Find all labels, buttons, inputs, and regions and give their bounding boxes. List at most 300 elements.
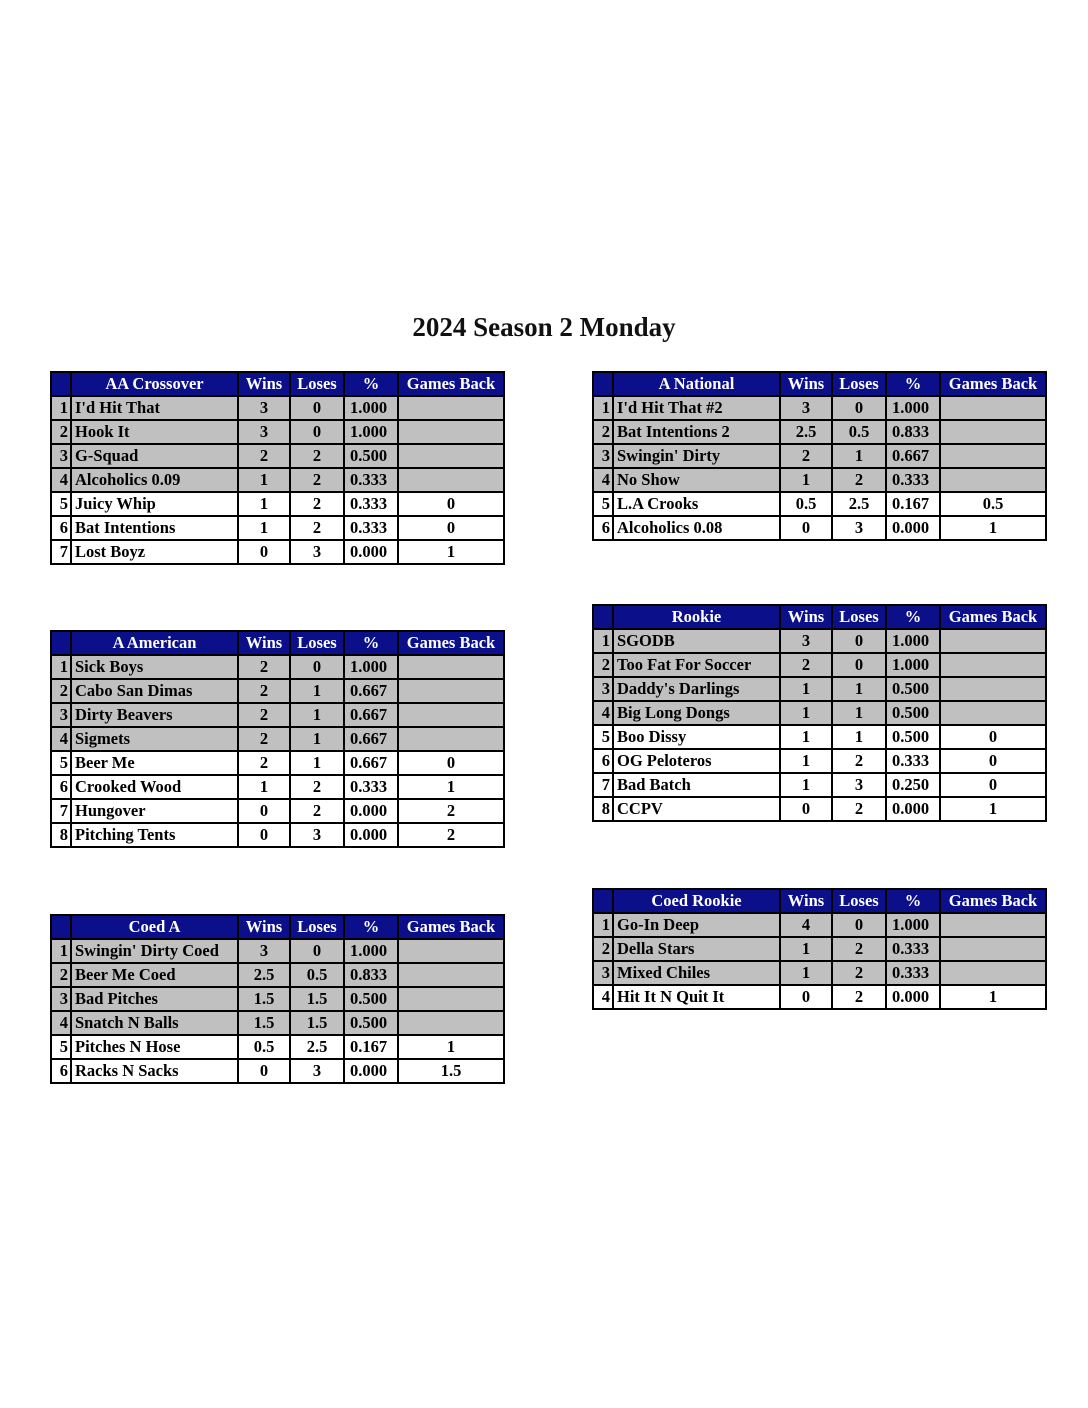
loses-cell: 0.5 [832,420,886,444]
games-back-cell: 2 [398,823,504,847]
rank-cell: 1 [51,655,71,679]
pct-cell: 1.000 [886,629,940,653]
loses-cell: 1 [290,727,344,751]
games-back-cell: 0 [398,516,504,540]
table-row [51,492,504,516]
games-back-cell: 0 [940,749,1046,773]
loses-cell: 1 [290,679,344,703]
standings-table-coed-rookie [592,888,1047,1010]
team-name-cell: Bad Batch [613,773,780,797]
rank-cell: 3 [593,444,613,468]
pct-cell: 0.000 [886,985,940,1009]
header-corner [51,372,71,396]
pct-cell: 0.833 [886,420,940,444]
team-name-cell: Bat Intentions [71,516,238,540]
team-name-cell: Bat Intentions 2 [613,420,780,444]
page-title: 2024 Season 2 Monday [412,312,676,342]
loses-cell: 2 [290,799,344,823]
team-name-cell: Racks N Sacks [71,1059,238,1083]
team-name-cell: Hungover [71,799,238,823]
rank-cell: 2 [51,679,71,703]
loses-cell: 1 [832,701,886,725]
games-back-cell [940,937,1046,961]
pct-cell: 0.000 [344,1059,398,1083]
loses-cell: 0.5 [290,963,344,987]
pct-cell: 1.000 [886,653,940,677]
pct-cell: 0.667 [344,727,398,751]
rank-cell: 5 [51,492,71,516]
team-name-cell: Sigmets [71,727,238,751]
loses-cell: 2 [832,749,886,773]
games-back-cell: 1 [398,540,504,564]
rank-cell: 5 [593,725,613,749]
wins-cell: 1 [780,468,832,492]
standings-table-a-american [50,630,505,848]
rank-cell: 6 [593,516,613,540]
table-row [51,516,504,540]
table-row [51,1059,504,1083]
loses-cell: 1 [290,751,344,775]
team-name-cell: Dirty Beavers [71,703,238,727]
loses-cell: 1 [832,444,886,468]
header-loses: Loses [290,631,344,655]
wins-cell: 0.5 [780,492,832,516]
header-games-back: Games Back [940,605,1046,629]
table-row [593,913,1046,937]
pct-cell: 0.000 [344,823,398,847]
rank-cell: 4 [593,468,613,492]
loses-cell: 1 [832,725,886,749]
games-back-cell [940,420,1046,444]
games-back-cell [940,629,1046,653]
loses-cell: 1 [290,703,344,727]
pct-cell: 0.333 [886,961,940,985]
team-name-cell: Hook It [71,420,238,444]
header-pct: % [344,372,398,396]
games-back-cell: 1 [398,1035,504,1059]
standings-table-coed-a [50,914,505,1084]
table-row [51,963,504,987]
header-loses: Loses [832,889,886,913]
wins-cell: 4 [780,913,832,937]
table-row [593,516,1046,540]
pct-cell: 0.000 [886,516,940,540]
team-name-cell: L.A Crooks [613,492,780,516]
team-name-cell: Sick Boys [71,655,238,679]
table-row [593,677,1046,701]
pct-cell: 0.500 [344,444,398,468]
rank-cell: 3 [593,677,613,701]
table-row [51,396,504,420]
rank-cell: 4 [593,701,613,725]
wins-cell: 1 [238,775,290,799]
loses-cell: 3 [290,823,344,847]
team-name-cell: I'd Hit That [71,396,238,420]
team-name-cell: Beer Me [71,751,238,775]
pct-cell: 0.000 [344,799,398,823]
team-name-cell: Cabo San Dimas [71,679,238,703]
games-back-cell [940,444,1046,468]
team-name-cell: Bad Pitches [71,987,238,1011]
pct-cell: 0.667 [344,679,398,703]
rank-cell: 7 [51,799,71,823]
wins-cell: 2 [238,655,290,679]
rank-cell: 4 [51,468,71,492]
rank-cell: 6 [51,516,71,540]
table-row [593,444,1046,468]
table-row [51,679,504,703]
games-back-cell [940,468,1046,492]
header-loses: Loses [832,372,886,396]
table-row [51,823,504,847]
pct-cell: 0.250 [886,773,940,797]
games-back-cell [940,653,1046,677]
games-back-cell: 1.5 [398,1059,504,1083]
pct-cell: 1.000 [344,420,398,444]
pct-cell: 0.500 [344,987,398,1011]
table-row [51,703,504,727]
wins-cell: 1 [238,468,290,492]
wins-cell: 0 [238,540,290,564]
wins-cell: 1 [238,492,290,516]
rank-cell: 5 [593,492,613,516]
pct-cell: 0.167 [344,1035,398,1059]
table-row [593,653,1046,677]
table-row [593,492,1046,516]
pct-cell: 0.667 [886,444,940,468]
pct-cell: 0.500 [886,725,940,749]
team-name-cell: OG Peloteros [613,749,780,773]
standings-table-a-national [592,371,1047,541]
wins-cell: 0.5 [238,1035,290,1059]
rank-cell: 2 [593,937,613,961]
loses-cell: 3 [290,540,344,564]
games-back-cell [398,1011,504,1035]
games-back-cell: 0 [940,725,1046,749]
pct-cell: 0.333 [344,775,398,799]
wins-cell: 1 [780,961,832,985]
rank-cell: 2 [51,420,71,444]
table-row [593,749,1046,773]
loses-cell: 2 [832,468,886,492]
rank-cell: 8 [51,823,71,847]
wins-cell: 2.5 [238,963,290,987]
team-name-cell: I'd Hit That #2 [613,396,780,420]
loses-cell: 0 [290,939,344,963]
pct-cell: 0.333 [886,468,940,492]
header-games-back: Games Back [940,889,1046,913]
table-row [593,797,1046,821]
games-back-cell: 2 [398,799,504,823]
pct-cell: 1.000 [344,396,398,420]
rank-cell: 2 [51,963,71,987]
table-row [51,727,504,751]
header-wins: Wins [780,605,832,629]
rank-cell: 1 [593,629,613,653]
table-row [593,468,1046,492]
team-name-cell: Hit It N Quit It [613,985,780,1009]
table-row [593,701,1046,725]
table-row [593,725,1046,749]
loses-cell: 2.5 [832,492,886,516]
loses-cell: 0 [290,655,344,679]
header-wins: Wins [780,372,832,396]
table-row [51,751,504,775]
wins-cell: 0 [238,823,290,847]
pct-cell: 0.000 [886,797,940,821]
loses-cell: 2.5 [290,1035,344,1059]
rank-cell: 1 [51,396,71,420]
wins-cell: 0 [780,516,832,540]
header-corner [593,372,613,396]
header-games-back: Games Back [398,915,504,939]
pct-cell: 0.667 [344,751,398,775]
rank-cell: 7 [593,773,613,797]
standings-table-rookie [592,604,1047,822]
team-name-cell: SGODB [613,629,780,653]
rank-cell: 6 [593,749,613,773]
pct-cell: 0.500 [886,701,940,725]
table-row [51,420,504,444]
loses-cell: 1.5 [290,987,344,1011]
rank-cell: 8 [593,797,613,821]
games-back-cell [398,444,504,468]
games-back-cell [940,701,1046,725]
team-name-cell: Swingin' Dirty Coed [71,939,238,963]
wins-cell: 2 [780,444,832,468]
team-name-cell: Alcoholics 0.08 [613,516,780,540]
pct-cell: 0.333 [886,937,940,961]
loses-cell: 2 [290,444,344,468]
rank-cell: 1 [593,913,613,937]
wins-cell: 1 [780,773,832,797]
pct-cell: 0.667 [344,703,398,727]
wins-cell: 0 [780,797,832,821]
rank-cell: 4 [51,1011,71,1035]
rank-cell: 2 [593,653,613,677]
games-back-cell: 0.5 [940,492,1046,516]
loses-cell: 0 [290,396,344,420]
games-back-cell [398,727,504,751]
standings-table-aa-crossover [50,371,505,565]
wins-cell: 1 [780,725,832,749]
loses-cell: 1 [832,677,886,701]
table-row [593,396,1046,420]
games-back-cell [398,963,504,987]
games-back-cell [398,468,504,492]
team-name-cell: Boo Dissy [613,725,780,749]
header-loses: Loses [290,915,344,939]
rank-cell: 6 [51,775,71,799]
rank-cell: 3 [51,987,71,1011]
loses-cell: 3 [290,1059,344,1083]
header-row [51,631,504,655]
loses-cell: 2 [832,985,886,1009]
wins-cell: 2 [238,727,290,751]
table-row [593,629,1046,653]
games-back-cell [398,703,504,727]
header-row [593,889,1046,913]
team-name-cell: G-Squad [71,444,238,468]
header-row [51,372,504,396]
header-loses: Loses [832,605,886,629]
games-back-cell [398,987,504,1011]
wins-cell: 2 [780,653,832,677]
pct-cell: 1.000 [886,913,940,937]
rank-cell: 3 [51,444,71,468]
wins-cell: 3 [238,396,290,420]
games-back-cell [940,913,1046,937]
table-row [51,468,504,492]
wins-cell: 3 [238,939,290,963]
wins-cell: 1 [780,749,832,773]
team-name-cell: Too Fat For Soccer [613,653,780,677]
wins-cell: 0 [238,1059,290,1083]
pct-cell: 0.500 [344,1011,398,1035]
header-games-back: Games Back [398,372,504,396]
team-name-cell: Crooked Wood [71,775,238,799]
team-name-cell: Mixed Chiles [613,961,780,985]
division-name: AA Crossover [71,372,238,396]
header-pct: % [886,605,940,629]
rank-cell: 3 [593,961,613,985]
table-row [51,444,504,468]
team-name-cell: Swingin' Dirty [613,444,780,468]
games-back-cell: 1 [940,985,1046,1009]
wins-cell: 1 [780,701,832,725]
wins-cell: 0 [780,985,832,1009]
games-back-cell: 1 [398,775,504,799]
header-corner [593,605,613,629]
wins-cell: 2 [238,751,290,775]
rank-cell: 4 [593,985,613,1009]
header-row [51,915,504,939]
team-name-cell: Daddy's Darlings [613,677,780,701]
wins-cell: 3 [238,420,290,444]
games-back-cell [398,396,504,420]
table-row [51,540,504,564]
rank-cell: 3 [51,703,71,727]
loses-cell: 2 [290,775,344,799]
games-back-cell: 0 [398,492,504,516]
pct-cell: 0.333 [344,492,398,516]
games-back-cell [398,939,504,963]
loses-cell: 2 [290,492,344,516]
pct-cell: 1.000 [344,655,398,679]
team-name-cell: No Show [613,468,780,492]
header-corner [593,889,613,913]
team-name-cell: CCPV [613,797,780,821]
team-name-cell: Pitching Tents [71,823,238,847]
wins-cell: 2 [238,444,290,468]
pct-cell: 1.000 [886,396,940,420]
loses-cell: 2 [290,516,344,540]
games-back-cell [940,396,1046,420]
header-pct: % [886,889,940,913]
division-name: A American [71,631,238,655]
header-wins: Wins [238,372,290,396]
loses-cell: 0 [832,629,886,653]
division-name: Coed A [71,915,238,939]
header-row [593,605,1046,629]
team-name-cell: Snatch N Balls [71,1011,238,1035]
wins-cell: 1.5 [238,987,290,1011]
header-corner [51,631,71,655]
loses-cell: 3 [832,773,886,797]
pct-cell: 0.333 [344,468,398,492]
table-row [51,1035,504,1059]
header-wins: Wins [238,915,290,939]
loses-cell: 2 [832,937,886,961]
team-name-cell: Big Long Dongs [613,701,780,725]
pct-cell: 0.000 [344,540,398,564]
rank-cell: 4 [51,727,71,751]
division-name: Coed Rookie [613,889,780,913]
table-row [51,987,504,1011]
team-name-cell: Juicy Whip [71,492,238,516]
pct-cell: 0.833 [344,963,398,987]
wins-cell: 0 [238,799,290,823]
header-corner [51,915,71,939]
header-games-back: Games Back [398,631,504,655]
header-wins: Wins [780,889,832,913]
table-row [51,775,504,799]
table-row [51,1011,504,1035]
games-back-cell [398,655,504,679]
wins-cell: 2.5 [780,420,832,444]
games-back-cell: 1 [940,516,1046,540]
games-back-cell [940,677,1046,701]
loses-cell: 2 [290,468,344,492]
header-wins: Wins [238,631,290,655]
division-name: A National [613,372,780,396]
pct-cell: 0.333 [344,516,398,540]
table-row [593,420,1046,444]
header-pct: % [886,372,940,396]
division-name: Rookie [613,605,780,629]
loses-cell: 1.5 [290,1011,344,1035]
rank-cell: 1 [593,396,613,420]
games-back-cell [940,961,1046,985]
table-row [593,773,1046,797]
wins-cell: 1 [238,516,290,540]
games-back-cell: 0 [398,751,504,775]
team-name-cell: Pitches N Hose [71,1035,238,1059]
wins-cell: 3 [780,396,832,420]
team-name-cell: Go-In Deep [613,913,780,937]
table-row [593,937,1046,961]
loses-cell: 0 [290,420,344,444]
team-name-cell: Della Stars [613,937,780,961]
pct-cell: 0.167 [886,492,940,516]
wins-cell: 3 [780,629,832,653]
wins-cell: 1 [780,677,832,701]
table-row [51,939,504,963]
loses-cell: 3 [832,516,886,540]
games-back-cell: 1 [940,797,1046,821]
games-back-cell [398,420,504,444]
rank-cell: 6 [51,1059,71,1083]
loses-cell: 2 [832,961,886,985]
games-back-cell [398,679,504,703]
rank-cell: 5 [51,1035,71,1059]
wins-cell: 1 [780,937,832,961]
header-pct: % [344,915,398,939]
loses-cell: 2 [832,797,886,821]
header-pct: % [344,631,398,655]
header-loses: Loses [290,372,344,396]
table-row [51,655,504,679]
